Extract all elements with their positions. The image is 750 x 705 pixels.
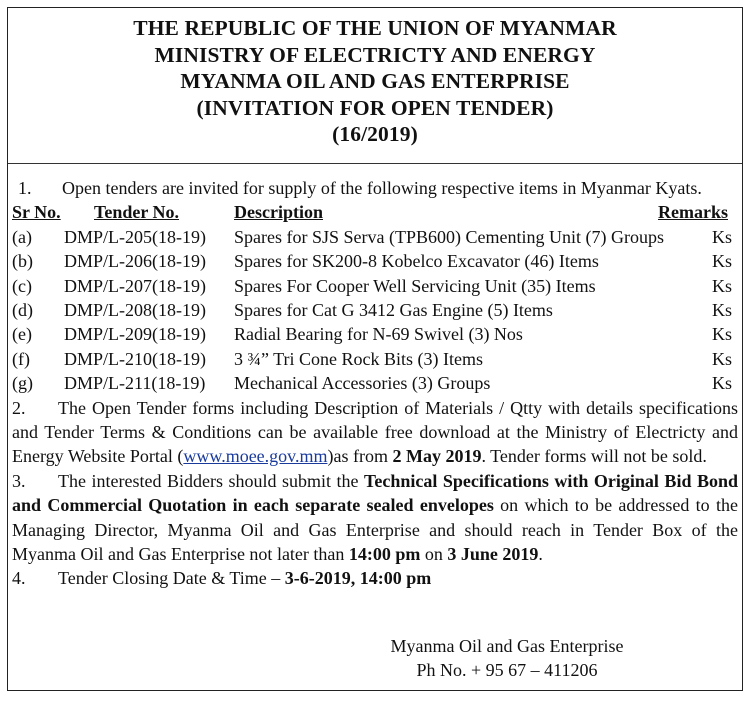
paragraph-download-info — [12, 396, 738, 469]
row-tender-no: DMP/L-205(18-19) — [64, 226, 206, 247]
row-description: Spares For Cooper Well Servicing Unit (35) Items — [234, 275, 596, 296]
row-remarks: Ks — [711, 299, 732, 320]
paragraph-3-text-a: The interested Bidders should submit the — [58, 470, 365, 491]
paragraph-2-text-c: . Tender forms will not be sold. — [481, 446, 707, 467]
header-line-republic: THE REPUBLIC OF THE UNION OF MYANMAR — [133, 16, 617, 40]
row-tender-no: DMP/L-206(18-19) — [64, 251, 206, 272]
header-line-number: (16/2019) — [332, 122, 418, 146]
paragraph-submission-info — [12, 469, 738, 567]
row-remarks: Ks — [711, 324, 732, 345]
paragraph-3-text-c: on — [420, 543, 448, 564]
header-line-enterprise: MYANMA OIL AND GAS ENTERPRISE — [180, 69, 570, 93]
tender-rows — [12, 225, 738, 396]
notice-body — [12, 176, 738, 591]
table-row — [12, 371, 738, 395]
submission-date: 3 June 2019 — [447, 543, 539, 564]
submission-requirements: Technical Specifications with Original Bid Bond and Commercial Quotation in each separate sealed envelopes — [12, 470, 738, 516]
row-sr: (d) — [12, 299, 33, 320]
header-sr-no: Sr No. — [12, 202, 61, 223]
row-tender-no: DMP/L-211(18-19) — [64, 373, 206, 394]
paragraph-2-number: 2. — [12, 397, 26, 418]
paragraph-3-text-d: . — [538, 543, 543, 564]
row-sr: (g) — [12, 373, 33, 394]
moee-website-link[interactable]: www.moee.gov.mm — [183, 446, 328, 467]
table-row — [12, 249, 738, 273]
header-description: Description — [234, 202, 323, 223]
row-description: Spares for SK200-8 Kobelco Excavator (46) Items — [234, 251, 599, 272]
table-row — [12, 225, 738, 249]
tender-notice — [7, 7, 743, 691]
header-tender-no: Tender No. — [94, 202, 180, 223]
row-remarks: Ks — [711, 275, 732, 296]
closing-date-value: 3-6-2019, 14:00 pm — [284, 568, 432, 589]
row-tender-no: DMP/L-207(18-19) — [64, 275, 206, 296]
submission-time: 14:00 pm — [348, 543, 421, 564]
notice-header — [8, 8, 742, 148]
intro-number: 1. — [18, 178, 32, 198]
paragraph-closing-date — [12, 566, 738, 590]
row-tender-no: DMP/L-210(18-19) — [64, 348, 206, 369]
header-divider — [8, 163, 742, 164]
table-row — [12, 298, 738, 322]
paragraph-3-number: 3. — [12, 470, 26, 491]
footer-phone: Ph No. + 95 67 – 411206 — [416, 660, 598, 681]
intro-text: Open tenders are invited for supply of the following respective items in Myanmar Kyats. — [62, 178, 702, 198]
row-remarks: Ks — [711, 348, 732, 369]
paragraph-4-number: 4. — [12, 568, 26, 589]
header-line-invitation: (INVITATION FOR OPEN TENDER) — [196, 95, 554, 120]
row-tender-no: DMP/L-208(18-19) — [64, 299, 206, 320]
table-row — [12, 322, 738, 346]
table-header-row — [12, 200, 738, 224]
row-description: Radial Bearing for N-69 Swivel (3) Nos — [234, 324, 523, 345]
row-remarks: Ks — [711, 373, 732, 394]
row-remarks: Ks — [711, 251, 732, 272]
row-sr: (a) — [12, 226, 32, 247]
row-sr: (c) — [12, 275, 32, 296]
table-row — [12, 274, 738, 298]
row-description: Spares for Cat G 3412 Gas Engine (5) Items — [234, 299, 553, 320]
row-sr: (b) — [12, 251, 33, 272]
closing-date-label: Tender Closing Date & Time – — [58, 568, 285, 589]
row-sr: (f) — [12, 348, 30, 369]
row-remarks: Ks — [711, 226, 732, 247]
download-date: 2 May 2019 — [392, 446, 482, 467]
row-sr: (e) — [12, 324, 32, 345]
paragraph-2-text-a: The Open Tender forms including Description of Materials / Qtty with details specifications and Tender Terms & Conditions can be available free download at the Ministry of Electricty and Energy Website Portal ( — [12, 397, 738, 467]
row-description: Mechanical Accessories (3) Groups — [234, 373, 491, 394]
intro-paragraph — [12, 176, 738, 200]
paragraph-2-text-b: )as from — [327, 446, 393, 467]
row-description: Spares for SJS Serva (TPB600) Cementing Unit (7) Groups — [234, 226, 664, 247]
header-remarks: Remarks — [658, 202, 728, 223]
notice-footer — [378, 634, 636, 683]
paragraph-3-text-b: on which to be addressed to the Managing Director, Myanma Oil and Gas Enterprise and should reach in Tender Box of the Myanma Oil and Gas Enterprise not later than — [12, 495, 738, 564]
row-tender-no: DMP/L-209(18-19) — [64, 324, 206, 345]
footer-organization: Myanma Oil and Gas Enterprise — [390, 636, 624, 656]
row-description: 3 ¾” Tri Cone Rock Bits (3) Items — [234, 348, 484, 369]
table-row — [12, 347, 738, 371]
header-line-ministry: MINISTRY OF ELECTRICTY AND ENERGY — [154, 42, 596, 67]
